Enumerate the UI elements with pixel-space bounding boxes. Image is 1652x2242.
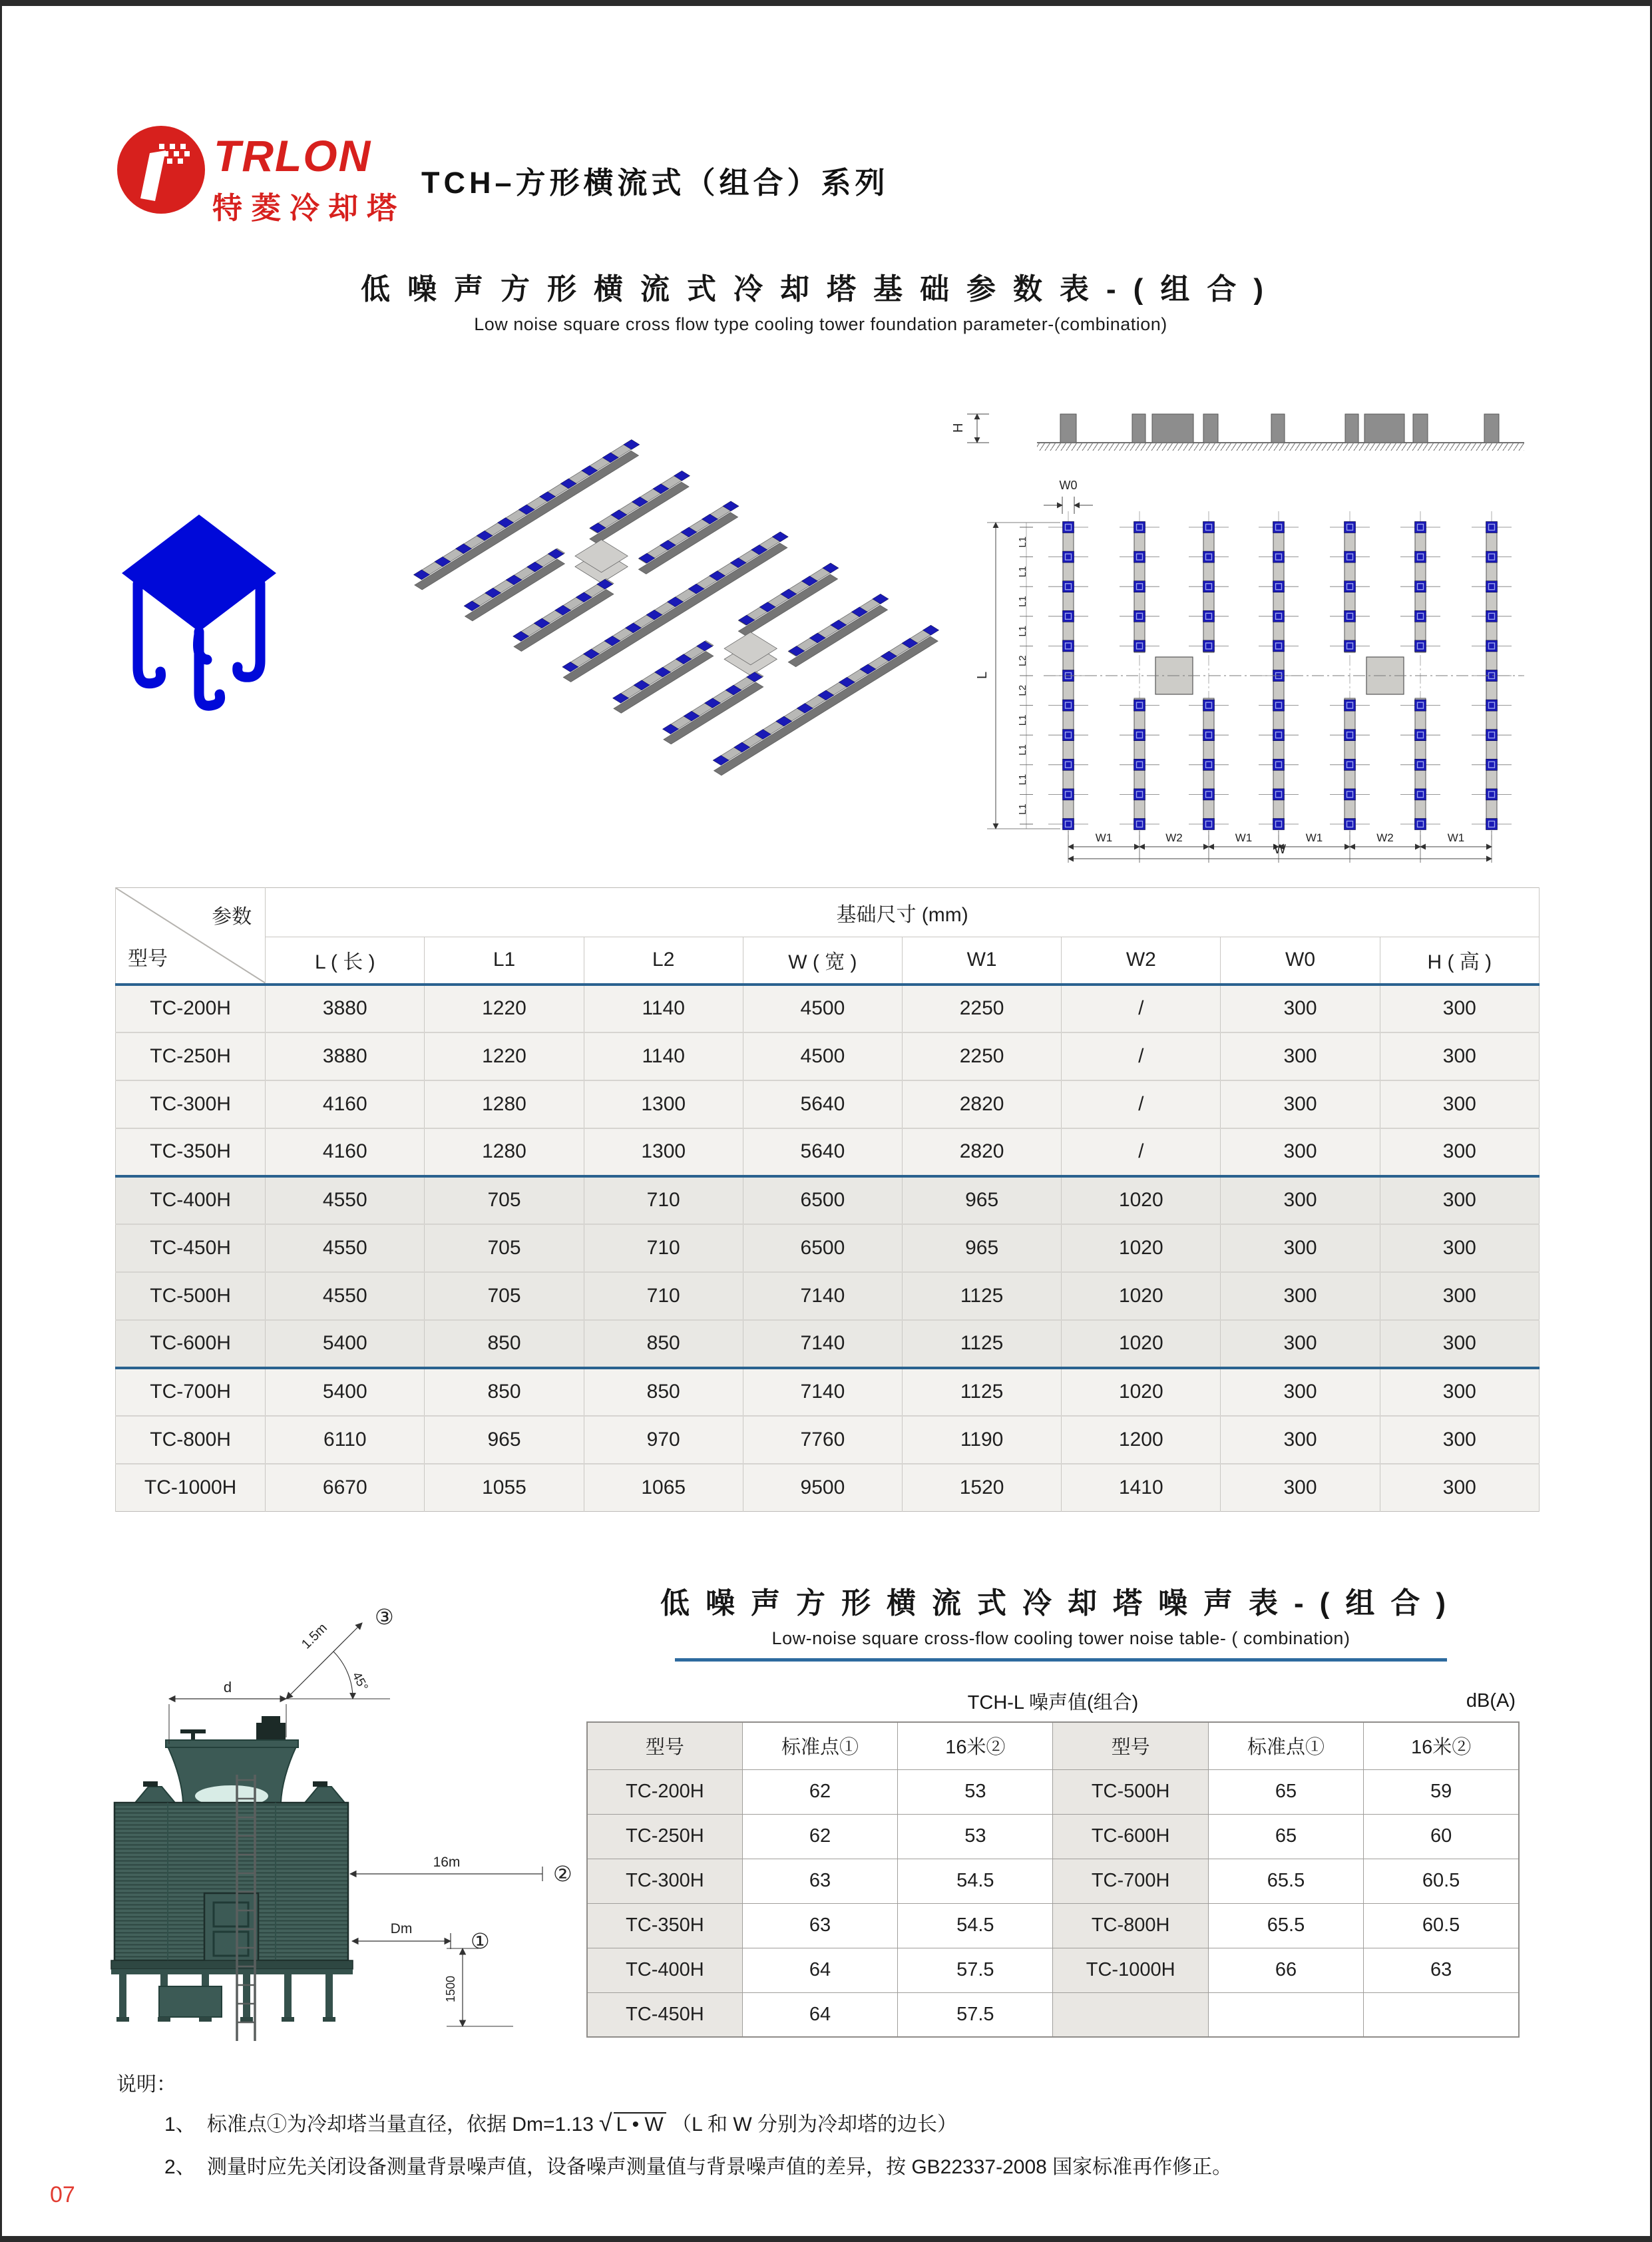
value-cell: 1140: [584, 1032, 743, 1080]
value-cell: 4160: [266, 1128, 425, 1176]
col-header: W0: [1221, 937, 1380, 985]
foundation-section-heading: [2, 265, 1639, 335]
value-cell: 970: [584, 1416, 743, 1464]
value-cell: 1190: [903, 1416, 1062, 1464]
value-cell: /: [1062, 1128, 1221, 1176]
value-cell: 710: [584, 1176, 743, 1224]
col-header: 16米②: [1364, 1722, 1519, 1769]
dim-d-label: d: [223, 1679, 232, 1695]
value-cell: 300: [1380, 1128, 1539, 1176]
foundation-parameter-table: [115, 887, 1540, 1512]
value-cell: /: [1062, 985, 1221, 1032]
value-cell: 2820: [903, 1128, 1062, 1176]
trlon-logo-icon: [115, 124, 207, 216]
value-cell: 1410: [1062, 1464, 1221, 1512]
model-cell: TC-450H: [116, 1224, 266, 1272]
note-text: 测量时应先关闭设备测量背景噪声值，设备噪声测量值与背景噪声值的差异，按 GB22337-2008 国家标准再作修正。: [207, 2156, 1233, 2178]
noise-row: [587, 1814, 1519, 1859]
col-header: 型号: [1053, 1722, 1208, 1769]
dim-1500-label: 1500: [444, 1975, 457, 2002]
title-underline: [675, 1658, 1447, 1662]
svg-text:L1: L1: [1017, 803, 1028, 815]
col-header: 标准点①: [1208, 1722, 1363, 1769]
value-cell: 65: [1208, 1814, 1363, 1859]
value-cell: 300: [1380, 1176, 1539, 1224]
value-cell: 7140: [743, 1368, 902, 1416]
point-1-marker: ①: [471, 1929, 490, 1953]
svg-text:W1: W1: [1095, 831, 1113, 844]
value-cell: 6500: [743, 1176, 902, 1224]
value-cell: 300: [1221, 1080, 1380, 1128]
value-cell: 300: [1221, 1272, 1380, 1320]
col-header: L1: [425, 937, 584, 985]
model-cell: TC-450H: [587, 1992, 742, 2037]
brand-name: TRLON: [214, 131, 372, 180]
model-cell: TC-500H: [116, 1272, 266, 1320]
note-item: [164, 2150, 1567, 2179]
model-cell: TC-600H: [1053, 1814, 1208, 1859]
point-3-marker: ③: [375, 1605, 394, 1629]
value-cell: 53: [898, 1769, 1053, 1814]
value-cell: 4550: [266, 1176, 425, 1224]
value-cell: 300: [1221, 1464, 1380, 1512]
noise-row: [587, 1859, 1519, 1903]
foundation-row: [116, 1320, 1540, 1368]
note-number: 2、: [164, 2156, 196, 2178]
value-cell: 300: [1380, 985, 1539, 1032]
value-cell: 54.5: [898, 1903, 1053, 1948]
value-cell: 710: [584, 1272, 743, 1320]
col-header: 型号: [587, 1722, 742, 1769]
corner-label-top: 参数: [212, 906, 252, 928]
value-cell: 850: [584, 1368, 743, 1416]
corner-label-bottom: 型号: [128, 947, 168, 970]
model-cell: TC-200H: [587, 1769, 742, 1814]
dim-h-label: H: [951, 423, 966, 433]
noise-table-title-row: [586, 1685, 1520, 1716]
value-cell: 850: [425, 1368, 584, 1416]
value-cell: 53: [898, 1814, 1053, 1859]
model-cell: TC-200H: [116, 985, 266, 1032]
value-cell: 65.5: [1208, 1903, 1363, 1948]
model-cell: TC-300H: [116, 1080, 266, 1128]
value-cell: 300: [1380, 1320, 1539, 1368]
value-cell: 4500: [743, 1032, 902, 1080]
notes-block: [116, 2068, 1567, 2193]
value-cell: 64: [742, 1948, 897, 1992]
svg-text:W2: W2: [1165, 831, 1183, 844]
value-cell: 1300: [584, 1080, 743, 1128]
value-cell: 300: [1221, 1368, 1380, 1416]
value-cell: 5640: [743, 1128, 902, 1176]
dim-w-label: W: [1274, 843, 1286, 857]
value-cell: 1280: [425, 1080, 584, 1128]
col-header: H ( 高 ): [1380, 937, 1539, 985]
value-cell: 1125: [903, 1272, 1062, 1320]
value-cell: 57.5: [898, 1948, 1053, 1992]
point-2-marker: ②: [553, 1862, 572, 1886]
value-cell: 4550: [266, 1272, 425, 1320]
note-item: [164, 2108, 1567, 2137]
noise-table-block: [586, 1685, 1520, 2038]
model-cell: TC-1000H: [116, 1464, 266, 1512]
value-cell: 300: [1221, 1416, 1380, 1464]
value-cell: 6670: [266, 1464, 425, 1512]
value-cell: 300: [1221, 985, 1380, 1032]
value-cell: 5640: [743, 1080, 902, 1128]
model-cell: TC-800H: [1053, 1903, 1208, 1948]
value-cell: 300: [1221, 1128, 1380, 1176]
model-cell: TC-350H: [587, 1903, 742, 1948]
noise-section-heading: [598, 1579, 1524, 1662]
value-cell: 54.5: [898, 1859, 1053, 1903]
notes-heading: 说明：: [116, 2074, 176, 2096]
value-cell: 7140: [743, 1320, 902, 1368]
model-cell: TC-300H: [587, 1859, 742, 1903]
value-cell: 300: [1380, 1272, 1539, 1320]
value-cell: 1140: [584, 985, 743, 1032]
value-cell: 7140: [743, 1272, 902, 1320]
blue-foundation-icon: [108, 509, 290, 717]
value-cell: 965: [425, 1416, 584, 1464]
noise-row: [587, 1948, 1519, 1992]
value-cell: 63: [742, 1859, 897, 1903]
model-cell: TC-400H: [116, 1176, 266, 1224]
value-cell: 4160: [266, 1080, 425, 1128]
foundation-row: [116, 1176, 1540, 1224]
dim-15m-label: 1.5m: [298, 1620, 330, 1652]
value-cell: 63: [1364, 1948, 1519, 1992]
model-cell: TC-500H: [1053, 1769, 1208, 1814]
value-cell: 300: [1221, 1176, 1380, 1224]
value-cell: [1208, 1992, 1363, 2037]
noise-title-cn: 低噪声方形横流式冷却塔噪声表-(组合): [660, 1587, 1462, 1620]
value-cell: 1020: [1062, 1176, 1221, 1224]
value-cell: 65: [1208, 1769, 1363, 1814]
value-cell: 1200: [1062, 1416, 1221, 1464]
value-cell: 2250: [903, 985, 1062, 1032]
foundation-row: [116, 1368, 1540, 1416]
dim-w0-label: W0: [1059, 479, 1078, 492]
noise-row: [587, 1903, 1519, 1948]
page-top-border: [2, 0, 1650, 6]
noise-row: [587, 1769, 1519, 1814]
value-cell: 300: [1380, 1080, 1539, 1128]
value-cell: 64: [742, 1992, 897, 2037]
value-cell: 300: [1221, 1224, 1380, 1272]
value-cell: 4500: [743, 985, 902, 1032]
model-cell: TC-250H: [587, 1814, 742, 1859]
foundation-row: [116, 985, 1540, 1032]
value-cell: [1364, 1992, 1519, 2037]
value-cell: 60: [1364, 1814, 1519, 1859]
note-text: 标准点①为冷却塔当量直径，依据 Dm=1.13 √ L • W （L 和 W 分别为冷却塔的边长）: [207, 2109, 957, 2136]
model-cell: TC-600H: [116, 1320, 266, 1368]
value-cell: 60.5: [1364, 1903, 1519, 1948]
svg-text:L1: L1: [1017, 744, 1028, 756]
col-header: 标准点①: [742, 1722, 897, 1769]
value-cell: 1125: [903, 1320, 1062, 1368]
col-header: L ( 长 ): [266, 937, 425, 985]
value-cell: 63: [742, 1903, 897, 1948]
svg-text:L1: L1: [1017, 774, 1028, 785]
model-cell: TC-800H: [116, 1416, 266, 1464]
col-header: L2: [584, 937, 743, 985]
value-cell: 62: [742, 1814, 897, 1859]
noise-table: [586, 1721, 1520, 2038]
cooling-tower-drawing: [87, 1592, 601, 2073]
value-cell: 1125: [903, 1368, 1062, 1416]
svg-text:L1: L1: [1017, 714, 1028, 726]
value-cell: 705: [425, 1272, 584, 1320]
foundation-row: [116, 1464, 1540, 1512]
table-corner-cell: [116, 888, 266, 985]
foundation-row: [116, 1272, 1540, 1320]
value-cell: 1020: [1062, 1320, 1221, 1368]
svg-text:L1: L1: [1017, 536, 1028, 548]
value-cell: 965: [903, 1176, 1062, 1224]
svg-text:W1: W1: [1235, 831, 1253, 844]
value-cell: 1065: [584, 1464, 743, 1512]
foundation-row: [116, 1224, 1540, 1272]
model-cell: TC-1000H: [1053, 1948, 1208, 1992]
col-header: W1: [903, 937, 1062, 985]
svg-text:W2: W2: [1376, 831, 1394, 844]
value-cell: 300: [1380, 1368, 1539, 1416]
sqrt-icon: √: [598, 2109, 612, 2136]
value-cell: 850: [584, 1320, 743, 1368]
page-number: 07: [50, 2182, 75, 2207]
foundation-row: [116, 1032, 1540, 1080]
value-cell: 6110: [266, 1416, 425, 1464]
dim-45-label: 45°: [349, 1670, 371, 1693]
col-header: W2: [1062, 937, 1221, 985]
foundation-plan-drawing: [950, 353, 1553, 869]
model-cell: TC-400H: [587, 1948, 742, 1992]
model-cell: TC-700H: [1053, 1859, 1208, 1903]
value-cell: 3880: [266, 985, 425, 1032]
value-cell: 1280: [425, 1128, 584, 1176]
value-cell: 3880: [266, 1032, 425, 1080]
value-cell: 1055: [425, 1464, 584, 1512]
noise-row: [587, 1992, 1519, 2037]
value-cell: 1300: [584, 1128, 743, 1176]
dim-l-label: L: [975, 671, 990, 679]
col-header: W ( 宽 ): [743, 937, 902, 985]
value-cell: 300: [1380, 1224, 1539, 1272]
foundation-title-en: Low noise square cross flow type cooling tower foundation parameter-(combination): [474, 314, 1167, 334]
svg-text:L1: L1: [1017, 596, 1028, 607]
value-cell: 300: [1221, 1320, 1380, 1368]
value-cell: 2820: [903, 1080, 1062, 1128]
noise-table-title: TCH-L 噪声值(组合): [967, 1691, 1139, 1713]
plan-strips: [1017, 511, 1512, 863]
foundation-row: [116, 1080, 1540, 1128]
dim-16m-label: 16m: [433, 1855, 461, 1870]
foundation-title-cn: 低噪声方形横流式冷却塔基础参数表-(组合): [361, 273, 1281, 306]
value-cell: 7760: [743, 1416, 902, 1464]
value-cell: 2250: [903, 1032, 1062, 1080]
value-cell: 4550: [266, 1224, 425, 1272]
value-cell: /: [1062, 1080, 1221, 1128]
value-cell: /: [1062, 1032, 1221, 1080]
value-cell: 705: [425, 1176, 584, 1224]
model-cell: TC-250H: [116, 1032, 266, 1080]
page-bottom-border: [2, 2236, 1650, 2242]
model-cell: TC-700H: [116, 1368, 266, 1416]
value-cell: 1220: [425, 1032, 584, 1080]
page-title: TCH–方形横流式（组合）系列: [421, 166, 889, 200]
value-cell: 1520: [903, 1464, 1062, 1512]
note-number: 1、: [164, 2114, 196, 2135]
col-header: 16米②: [898, 1722, 1053, 1769]
value-cell: 1020: [1062, 1272, 1221, 1320]
value-cell: 57.5: [898, 1992, 1053, 2037]
value-cell: 1020: [1062, 1368, 1221, 1416]
foundation-row: [116, 1128, 1540, 1176]
foundation-row: [116, 1416, 1540, 1464]
brand-chinese-name: 特菱冷却塔: [212, 191, 406, 225]
value-cell: 62: [742, 1769, 897, 1814]
noise-title-en: Low-noise square cross-flow cooling tower noise table- ( combination): [771, 1628, 1350, 1648]
value-cell: 965: [903, 1224, 1062, 1272]
value-cell: 6500: [743, 1224, 902, 1272]
value-cell: 850: [425, 1320, 584, 1368]
noise-table-unit: dB(A): [1466, 1689, 1516, 1711]
value-cell: 59: [1364, 1769, 1519, 1814]
value-cell: 1220: [425, 985, 584, 1032]
svg-text:L2: L2: [1017, 655, 1028, 667]
value-cell: 300: [1380, 1416, 1539, 1464]
svg-text:L2: L2: [1017, 684, 1028, 696]
value-cell: 1020: [1062, 1224, 1221, 1272]
dim-dm-label: Dm: [390, 1921, 413, 1936]
value-cell: 5400: [266, 1368, 425, 1416]
svg-text:W1: W1: [1305, 831, 1323, 844]
group-header: 基础尺寸 (mm): [266, 888, 1540, 937]
value-cell: 300: [1221, 1032, 1380, 1080]
model-cell: TC-350H: [116, 1128, 266, 1176]
value-cell: 300: [1380, 1032, 1539, 1080]
svg-text:L1: L1: [1017, 625, 1028, 637]
value-cell: 5400: [266, 1320, 425, 1368]
value-cell: 705: [425, 1224, 584, 1272]
value-cell: 300: [1380, 1464, 1539, 1512]
model-cell: [1053, 1992, 1208, 2037]
value-cell: 9500: [743, 1464, 902, 1512]
value-cell: 60.5: [1364, 1859, 1519, 1903]
value-cell: 66: [1208, 1948, 1363, 1992]
svg-text:W1: W1: [1447, 831, 1465, 844]
isometric-foundation-drawing: [385, 383, 970, 855]
value-cell: 65.5: [1208, 1859, 1363, 1903]
value-cell: 710: [584, 1224, 743, 1272]
svg-text:L1: L1: [1017, 566, 1028, 578]
